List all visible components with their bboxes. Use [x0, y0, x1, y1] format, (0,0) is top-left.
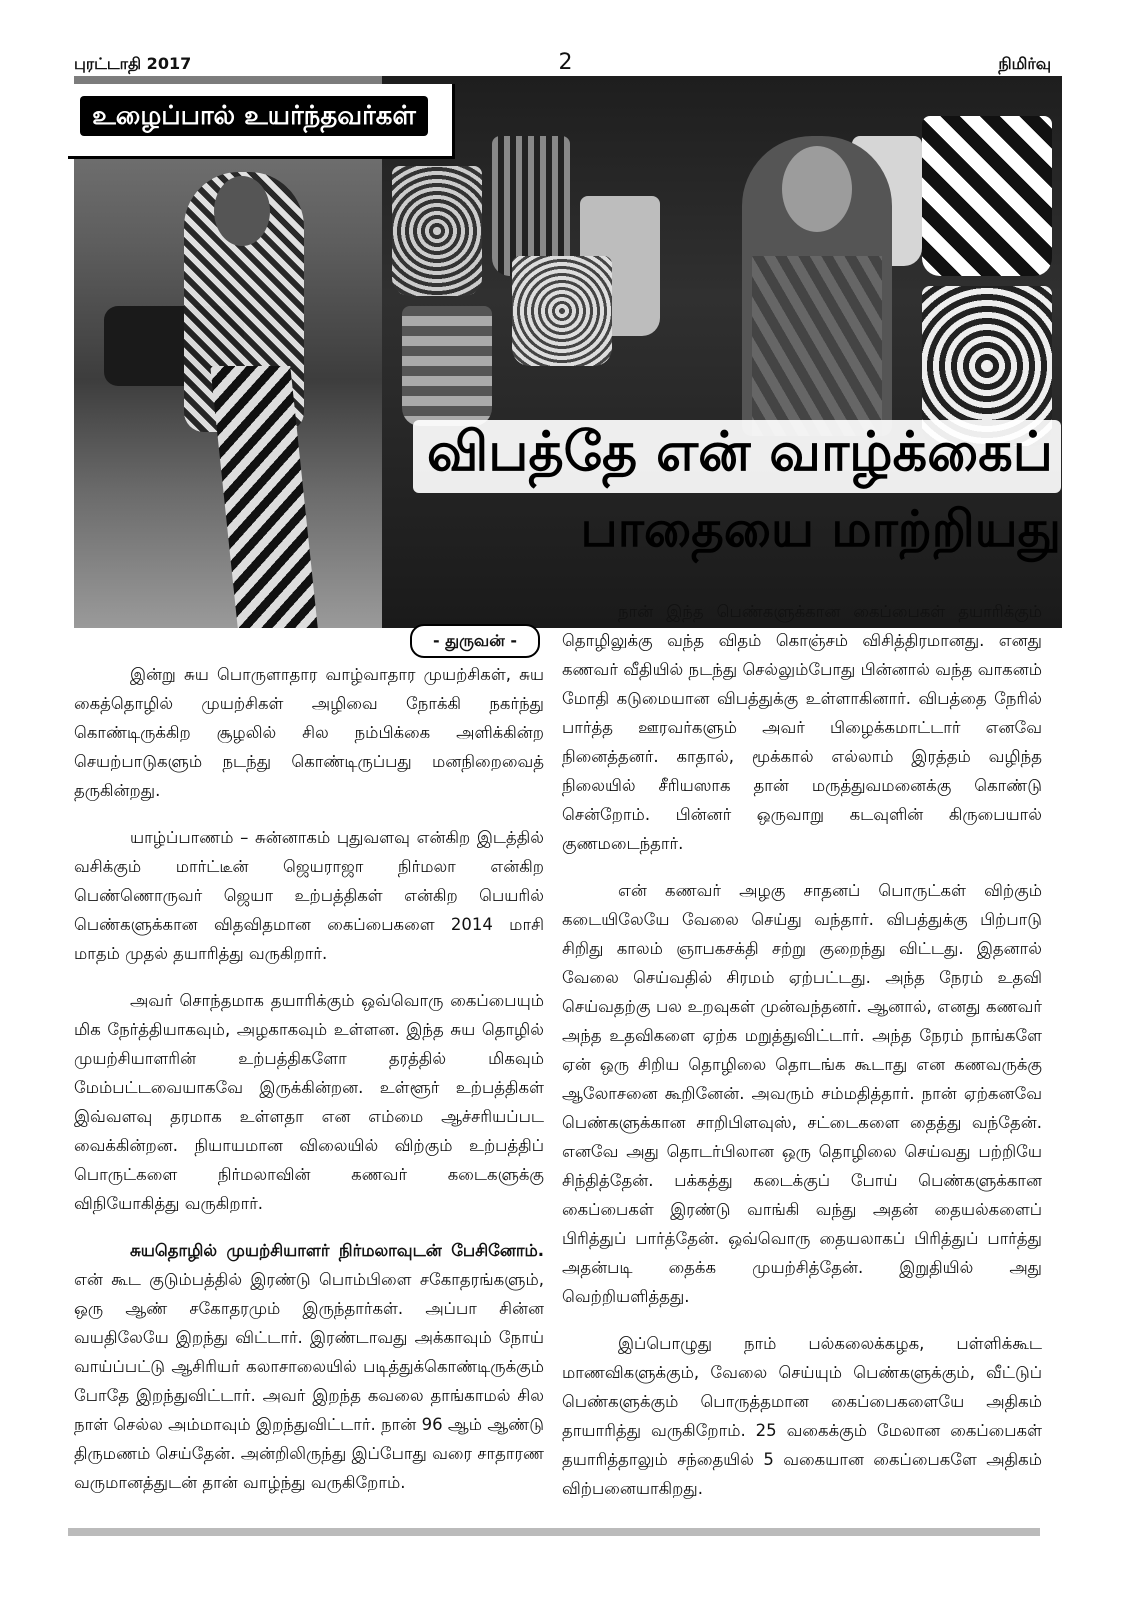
paragraph: இன்று சுய பொருளாதார வாழ்வாதார முயற்சிகள், சுய கைத்தொழில் முயற்சிகள் அழிவை நோக்கி நகர்ந்து கொண்டிருக்கிற சூழலில் சில நம்பிக்கை அளிக்கின்ற செயற்பாடுகளும் நடந்து கொண்டிருப்பது மனநிறைவைத் தருகின்றது.: [74, 665, 544, 800]
handbag-shape: [922, 116, 1052, 276]
section-label: உழைப்பால் உயர்ந்தவர்கள்: [80, 96, 428, 136]
vendor-saree-shape: [752, 256, 882, 436]
issue-date: புரட்டாதி 2017: [74, 54, 192, 73]
handbag-shape: [402, 306, 492, 426]
article-column-left: [74, 660, 544, 1515]
page-number: 2: [558, 50, 573, 75]
interview-lead-bold: சுயதொழில் முயற்சியாளர் நிர்மலாவுடன் பேசினோம்.: [130, 1241, 544, 1260]
author-byline: - துருவன் -: [410, 624, 540, 658]
paragraph: யாழ்ப்பாணம் – சுன்னாகம் புதுவளவு என்கிற இடத்தில் வசிக்கும் மார்ட்டீன் ஜெயராஜா நிர்மலா என்கிற பெண்ணொருவர் ஜெயா உற்பத்திகள் என்கிற பெயரில் பெண்களுக்கான விதவிதமான கைப்பைகளை 2014 மாசி மாதம் முதல் தயாரித்து வருகிறார்.: [74, 828, 544, 963]
headline-line-1: விபத்தே என் வாழ்க்கைப்: [413, 420, 1061, 493]
paragraph: இப்பொழுது நாம் பல்கலைக்கழக, பள்ளிக்கூட மாணவிகளுக்கும், வேலை செய்யும் பெண்களுக்கும், வீட்டுப் பெண்களுக்கும் பொருத்தமான கைப்பைகளையே அதிகம் தாயாரித்து வருகிறோம். 25 வகைக்கும் மேலான கைப்பைகள் தயாரித்தாலும் சந்தையில் 5 வகையான கைப்பைகளே அதிகம் விற்பனையாகிறது.: [562, 1334, 1042, 1498]
interview-lead-text: என் கூட குடும்பத்தில் இரண்டு பொம்பிளை சகோதரங்களும், ஒரு ஆண் சகோதரமும் இருந்தார்கள். அப்பா சின்ன வயதிலேயே இறந்து விட்டார். இரண்டாவது அக்காவும் நோய் வாய்ப்பட்டு ஆசிரியர் கலாசாலையில் படித்துக்கொண்டிருக்கும் போதே இறந்துவிட்டார். அவர் இறந்த கவலை தாங்காமல் சில நாள் செல்ல அம்மாவும் இறந்துவிட்டார். நான் 96 ஆம் ஆண்டு திருமணம் செய்தேன். அன்றிலிருந்து இப்போது வரை சாதாரண வருமானத்துடன் தான் வாழ்ந்து வருகிறோம்.: [74, 1270, 544, 1492]
paragraph: என் கணவர் அழகு சாதனப் பொருட்கள் விற்கும் கடையிலேயே வேலை செய்து வந்தார். விபத்துக்கு பிற்பாடு சிறிது காலம் ஞாபகசக்தி சற்று குறைந்து விட்டது. இதனால் வேலை செய்வதில் சிரமம் ஏற்பட்டது. அந்த நேரம் உதவி செய்வதற்கு பல உறவுகள் முன்வந்தனர். ஆனால், எனது கணவர் அந்த உதவிகளை ஏற்க மறுத்துவிட்டார். அந்த நேரம் நாங்களே ஏன் ஒரு சிறிய தொழிலை தொடங்க கூடாது என கணவருக்கு ஆலோசனை கூறினேன். அவரும் சம்மதித்தார். நான் ஏற்கனவே பெண்களுக்கான சாறிபிளவுஸ், சட்டைகளை தைத்து வந்தேன். எனவே அது தொடர்பிலான ஒரு தொழிலை செய்வது பற்றியே சிந்தித்தேன். பக்கத்து கடைக்குப் போய் பெண்களுக்கான கைப்பைகள் இரண்டு வாங்கி வந்து அதன் தையல்களைப் பிரித்துப் பார்த்தேன். ஒவ்வொரு தையலாகப் பிரித்துப் பார்த்து அதன்படி தைக்க முயற்சித்தேன். இறுதியில் அது வெற்றியளித்தது.: [562, 881, 1042, 1306]
woman-head-shape: [214, 176, 270, 246]
section-label-box: [68, 84, 455, 159]
handbag-shape: [492, 136, 570, 276]
footer-rule: [68, 1528, 1040, 1536]
paragraph: அவர் சொந்தமாக தயாரிக்கும் ஒவ்வொரு கைப்பையும் மிக நேர்த்தியாகவும், அழகாகவும் உள்ளன. இந்த சுய தொழில் முயற்சியாளரின் உற்பத்திகளோ தரத்தில் மிகவும் மேம்பட்டவையாகவே இருக்கின்றன. உள்ளூர் உற்பத்திகள் இவ்வளவு தரமாக உள்ளதா என எம்மை ஆச்சரியப்பட வைக்கின்றன. நியாயமான விலையில் விற்கும் உற்பத்திப் பொருட்களை நிர்மலாவின் கணவர் கடைகளுக்கு விநியோகித்து வருகிறார்.: [74, 991, 544, 1213]
paragraph: நான் இந்த பெண்களுக்கான கைப்பைகள் தயாரிக்கும் தொழிலுக்கு வந்த விதம் கொஞ்சம் விசித்திரமானது. எனது கணவர் வீதியில் நடந்து செல்லும்போது பின்னால் வந்த வாகனம் மோதி கடுமையான விபத்துக்கு உள்ளாகினார். விபத்தை நேரில் பார்த்த ஊரவர்களும் அவர் பிழைக்கமாட்டார் எனவே நினைத்தனர். காதால், மூக்கால் எல்லாம் இரத்தம் வழிந்த நிலையில் சீரியஸாக தான் மருத்துவமனைக்கு கொண்டு சென்றோம். பின்னர் ஒருவாறு கடவுளின் கிருபையால் குணமடைந்தார்.: [562, 602, 1042, 853]
paragraph: [74, 1236, 544, 1497]
vendor-face-shape: [782, 146, 852, 232]
vendor-figure-shape: [742, 136, 892, 436]
handbag-shape: [392, 166, 482, 296]
article-column-right: [562, 597, 1042, 1521]
headline-line-2: பாதையை மாற்றியது: [580, 500, 1061, 558]
publication-name: நிமிர்வு: [998, 54, 1051, 73]
handbag-shape: [512, 256, 612, 366]
